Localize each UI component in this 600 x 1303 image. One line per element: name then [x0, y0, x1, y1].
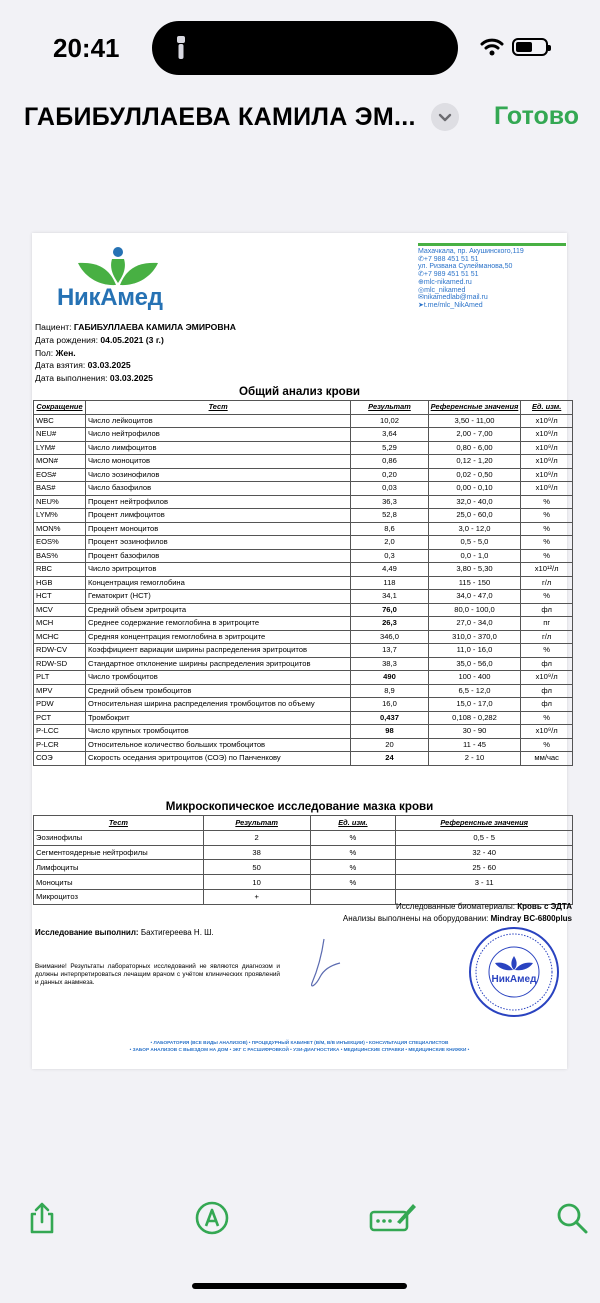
cbc-cell-test: Процент эозинофилов	[85, 536, 350, 550]
micro-cell-test: Моноциты	[34, 875, 204, 890]
cbc-cell-result: 0,437	[351, 711, 428, 725]
cbc-cell-test: Число эозинофилов	[85, 468, 350, 482]
cbc-cell-unit: x10⁹/л	[521, 428, 573, 442]
signature-icon[interactable]	[369, 1200, 417, 1236]
micro-header-cell: Ед. изм.	[310, 816, 396, 831]
cbc-cell-ref: 0,02 - 0,50	[428, 468, 521, 482]
contact-line: ◎mlc_nikamed	[418, 286, 466, 294]
cbc-cell-abbr: LYM#	[34, 441, 86, 455]
cbc-row	[34, 644, 573, 658]
cbc-row	[34, 671, 573, 685]
micro-cell-result: 50	[203, 860, 310, 875]
cbc-cell-ref: 0,108 - 0,282	[428, 711, 521, 725]
cbc-cell-ref: 11,0 - 16,0	[428, 644, 521, 658]
cbc-cell-test: Процент базофилов	[85, 549, 350, 563]
cbc-row	[34, 684, 573, 698]
cbc-cell-result: 20	[351, 738, 428, 752]
micro-cell-test: Сегментоядерные нейтрофилы	[34, 845, 204, 860]
cbc-cell-unit: г/л	[521, 630, 573, 644]
cbc-cell-test: Концентрация гемоглобина	[85, 576, 350, 590]
biomaterial-info	[343, 901, 572, 924]
cbc-cell-test: Процент лимфоцитов	[85, 509, 350, 523]
cbc-row	[34, 482, 573, 496]
cbc-cell-result: 26,3	[351, 617, 428, 631]
contact-line: ⊕mlc-nikamed.ru	[418, 278, 472, 286]
cbc-title: Общий анализ крови	[238, 385, 361, 398]
cbc-cell-test: Число крупных тромбоцитов	[85, 725, 350, 739]
cbc-cell-test: Средний объем эритроцита	[85, 603, 350, 617]
cbc-row	[34, 698, 573, 712]
performer-info	[35, 928, 214, 937]
patient-name: ГАБИБУЛЛАЕВА КАМИЛА ЭМИРОВНА	[73, 322, 236, 332]
cbc-cell-test: Число лимфоцитов	[85, 441, 350, 455]
cbc-cell-test: Средний объем тромбоцитов	[85, 684, 350, 698]
micro-row	[34, 845, 573, 860]
cbc-cell-abbr: NEU%	[34, 495, 86, 509]
cbc-cell-result: 5,29	[351, 441, 428, 455]
micro-row	[34, 875, 573, 890]
cbc-cell-unit: %	[521, 711, 573, 725]
clinic-name: НикАмед	[57, 284, 163, 311]
done-label: Дата выполнения:	[35, 373, 108, 384]
cbc-row	[34, 414, 573, 428]
signature	[302, 933, 352, 995]
cbc-row	[34, 563, 573, 577]
cbc-row	[34, 617, 573, 631]
cbc-cell-abbr: P-LCC	[34, 725, 86, 739]
document-title[interactable]: ГАБИБУЛЛАЕВА КАМИЛА ЭМ...	[24, 103, 416, 131]
performer-label: Исследование выполнил:	[35, 928, 139, 937]
cbc-cell-abbr: P-LCR	[34, 738, 86, 752]
cbc-cell-result: 0,86	[351, 455, 428, 469]
micro-row	[34, 860, 573, 875]
cbc-cell-unit: %	[521, 509, 573, 523]
cbc-cell-abbr: PCT	[34, 711, 86, 725]
cbc-cell-ref: 0,80 - 6,00	[428, 441, 521, 455]
cbc-cell-result: 13,7	[351, 644, 428, 658]
cbc-row	[34, 752, 573, 766]
share-icon[interactable]	[24, 1200, 60, 1236]
disclaimer-text: Внимание! Результаты лабораторных исследований не являются диагнозом и должны интерпретироваться лечащим врачом с учётом клинических проявлений и данных анамнеза.	[35, 963, 280, 986]
cbc-cell-ref: 27,0 - 34,0	[428, 617, 521, 631]
cbc-row	[34, 657, 573, 671]
micro-cell-unit: %	[310, 845, 396, 860]
cbc-row	[34, 522, 573, 536]
cbc-cell-unit: x10¹²/л	[521, 563, 573, 577]
cbc-cell-test: Число лейкоцитов	[85, 414, 350, 428]
cbc-cell-ref: 80,0 - 100,0	[428, 603, 521, 617]
sample-date: 03.03.2025	[87, 360, 131, 371]
cbc-cell-ref: 25,0 - 60,0	[428, 509, 521, 523]
cbc-header-cell: Сокращение	[34, 401, 86, 415]
biomat-value: Кровь с ЭДТА	[517, 902, 572, 911]
micro-header-cell: Тест	[34, 816, 204, 831]
cbc-cell-test: Число нейтрофилов	[85, 428, 350, 442]
cbc-cell-unit: %	[521, 738, 573, 752]
markup-icon[interactable]	[194, 1200, 230, 1236]
sex-label: Пол:	[35, 347, 54, 358]
cbc-cell-result: 0,03	[351, 482, 428, 496]
contact-line: ул. Ризвана Сулейманова,50	[418, 263, 513, 271]
cbc-row	[34, 509, 573, 523]
cbc-cell-unit: x10⁹/л	[521, 725, 573, 739]
cbc-cell-abbr: HGB	[34, 576, 86, 590]
cbc-cell-result: 36,3	[351, 495, 428, 509]
cbc-cell-unit: г/л	[521, 576, 573, 590]
cbc-row	[34, 725, 573, 739]
cbc-cell-unit: %	[521, 522, 573, 536]
cbc-cell-ref: 35,0 - 56,0	[428, 657, 521, 671]
cbc-cell-test: Стандартное отклонение ширины распределения эритроцитов	[85, 657, 350, 671]
cbc-cell-result: 0,3	[351, 549, 428, 563]
cbc-cell-result: 98	[351, 725, 428, 739]
bottom-toolbar	[0, 1195, 600, 1245]
micro-cell-ref: 25 - 60	[396, 860, 573, 875]
cbc-cell-test: Число моноцитов	[85, 455, 350, 469]
cbc-cell-ref: 3,80 - 5,30	[428, 563, 521, 577]
equipment-value: Mindray BC-6800plus	[490, 913, 572, 923]
micro-table	[33, 815, 573, 905]
cbc-cell-unit: фл	[521, 657, 573, 671]
cbc-cell-abbr: BAS%	[34, 549, 86, 563]
cbc-cell-result: 2,0	[351, 536, 428, 550]
cbc-cell-result: 10,02	[351, 414, 428, 428]
cbc-cell-test: Среднее содержание гемоглобина в эритроците	[85, 617, 350, 631]
cbc-cell-ref: 34,0 - 47,0	[428, 590, 521, 604]
micro-row	[34, 830, 573, 845]
cbc-cell-result: 346,0	[351, 630, 428, 644]
contact-line: ✆+7 989 451 51 51	[418, 271, 479, 279]
cbc-row	[34, 468, 573, 482]
micro-cell-result: 38	[203, 845, 310, 860]
cbc-cell-test: Число базофилов	[85, 482, 350, 496]
cbc-cell-test: Относительное количество больших тромбоцитов	[85, 738, 350, 752]
cbc-cell-test: Процент нейтрофилов	[85, 495, 350, 509]
patient-dob: 04.05.2021 (3 г.)	[100, 334, 164, 345]
status-bar	[0, 0, 600, 95]
cbc-cell-abbr: NEU#	[34, 428, 86, 442]
cbc-cell-unit: %	[521, 549, 573, 563]
performer-name: Бахтигереева Н. Ш.	[140, 928, 214, 937]
cbc-cell-result: 8,6	[351, 522, 428, 536]
cbc-cell-test: Число тромбоцитов	[85, 671, 350, 685]
cbc-cell-ref: 0,0 - 1,0	[428, 549, 521, 563]
footer-line-2: • ЗАБОР АНАЛИЗОВ С ВЫЕЗДОМ НА ДОМ • ЭКГ С РАСШИФРОВКОЙ • УЗИ-ДИАГНОСТИКА • МЕДИЦИНСКИЕ СПРАВКИ • МЕДИЦИНСКИЕ КНИЖКИ •	[129, 1047, 470, 1052]
cbc-cell-test: Процент моноцитов	[85, 522, 350, 536]
patient-name-label: Пациент:	[35, 322, 72, 332]
cbc-row	[34, 536, 573, 550]
search-icon[interactable]	[554, 1200, 590, 1236]
cbc-cell-unit: x10⁹/л	[521, 455, 573, 469]
document-page	[32, 233, 572, 1069]
cbc-cell-abbr: HCT	[34, 590, 86, 604]
contact-line: ➤t.me/mlc_NikAmed	[418, 301, 483, 309]
cbc-cell-test: Тромбокрит	[85, 711, 350, 725]
cbc-cell-abbr: PLT	[34, 671, 86, 685]
cbc-cell-abbr: MCHC	[34, 630, 86, 644]
micro-cell-unit: %	[310, 875, 396, 890]
patient-sex: Жен.	[55, 347, 76, 358]
micro-cell-ref: 0,5 - 5	[396, 830, 573, 845]
cbc-cell-ref: 11 - 45	[428, 738, 521, 752]
cbc-cell-ref: 3,0 - 12,0	[428, 522, 521, 536]
cbc-cell-abbr: MON%	[34, 522, 86, 536]
cbc-header-cell: Результат	[351, 401, 428, 415]
micro-cell-ref: 3 - 11	[396, 875, 573, 890]
cbc-header-cell: Ед. изм.	[521, 401, 573, 415]
micro-cell-ref: 32 - 40	[396, 845, 573, 860]
micro-header-cell: Результат	[203, 816, 310, 831]
cbc-cell-result: 3,64	[351, 428, 428, 442]
cbc-cell-ref: 0,00 - 0,10	[428, 482, 521, 496]
chevron-down-icon[interactable]	[431, 103, 459, 131]
cbc-cell-abbr: RDW-CV	[34, 644, 86, 658]
cbc-cell-abbr: LYM%	[34, 509, 86, 523]
cbc-row	[34, 428, 573, 442]
flashlight-icon	[176, 36, 186, 60]
cbc-cell-unit: пг	[521, 617, 573, 631]
cbc-row	[34, 455, 573, 469]
cbc-cell-test: Гематокрит (HCT)	[85, 590, 350, 604]
cbc-cell-unit: фл	[521, 698, 573, 712]
micro-cell-result: 10	[203, 875, 310, 890]
cbc-cell-ref: 0,5 - 5,0	[428, 536, 521, 550]
cbc-cell-unit: %	[521, 644, 573, 658]
dynamic-island	[152, 21, 458, 75]
cbc-header-cell: Тест	[85, 401, 350, 415]
micro-cell-unit: %	[310, 830, 396, 845]
wifi-icon	[480, 38, 504, 56]
micro-cell-unit: %	[310, 860, 396, 875]
cbc-cell-abbr: EOS#	[34, 468, 86, 482]
cbc-cell-abbr: RDW-SD	[34, 657, 86, 671]
cbc-cell-ref: 2,00 - 7,00	[428, 428, 521, 442]
taken-label: Дата взятия:	[35, 360, 86, 371]
cbc-cell-result: 52,8	[351, 509, 428, 523]
cbc-cell-unit: x10⁹/л	[521, 468, 573, 482]
cbc-cell-test: Число эритроцитов	[85, 563, 350, 577]
cbc-cell-ref: 2 - 10	[428, 752, 521, 766]
cbc-cell-abbr: СОЭ	[34, 752, 86, 766]
cbc-cell-unit: %	[521, 536, 573, 550]
cbc-cell-unit: %	[521, 590, 573, 604]
cbc-cell-unit: x10⁹/л	[521, 441, 573, 455]
cbc-cell-result: 0,20	[351, 468, 428, 482]
cbc-cell-unit: x10⁹/л	[521, 671, 573, 685]
cbc-cell-abbr: MCV	[34, 603, 86, 617]
contact-line: Махачкала, пр. Акушинского,119	[418, 248, 524, 255]
cbc-cell-ref: 0,12 - 1,20	[428, 455, 521, 469]
cbc-cell-result: 38,3	[351, 657, 428, 671]
cbc-cell-test: Коэффициент вариации ширины распределения эритроцитов	[85, 644, 350, 658]
cbc-cell-unit: фл	[521, 603, 573, 617]
cbc-cell-unit: мм/час	[521, 752, 573, 766]
micro-cell-test: Лимфоциты	[34, 860, 204, 875]
cbc-row	[34, 590, 573, 604]
dob-label: Дата рождения:	[35, 334, 99, 345]
cbc-cell-unit: x10⁹/л	[521, 414, 573, 428]
cbc-cell-abbr: BAS#	[34, 482, 86, 496]
completion-date: 03.03.2025	[109, 373, 153, 384]
cbc-cell-abbr: PDW	[34, 698, 86, 712]
micro-cell-test: Эозинофилы	[34, 830, 204, 845]
cbc-cell-ref: 100 - 400	[428, 671, 521, 685]
cbc-cell-ref: 115 - 150	[428, 576, 521, 590]
cbc-cell-result: 118	[351, 576, 428, 590]
cbc-cell-abbr: RBC	[34, 563, 86, 577]
cbc-cell-result: 490	[351, 671, 428, 685]
cbc-table	[33, 400, 573, 766]
micro-cell-result: 2	[203, 830, 310, 845]
cbc-cell-result: 24	[351, 752, 428, 766]
cbc-row	[34, 738, 573, 752]
contact-line: ✉nikamedlab@mail.ru	[418, 294, 488, 302]
cbc-cell-ref: 310,0 - 370,0	[428, 630, 521, 644]
cbc-cell-ref: 6,5 - 12,0	[428, 684, 521, 698]
cbc-row	[34, 495, 573, 509]
cbc-cell-ref: 3,50 - 11,00	[428, 414, 521, 428]
cbc-row	[34, 441, 573, 455]
cbc-cell-result: 8,9	[351, 684, 428, 698]
cbc-cell-ref: 32,0 - 40,0	[428, 495, 521, 509]
micro-title: Микроскопическое исследование мазка крови	[165, 800, 434, 813]
cbc-header-cell: Референсные значения	[428, 401, 521, 415]
cbc-cell-test: Относительная ширина распределения тромбоцитов по объему	[85, 698, 350, 712]
cbc-row	[34, 630, 573, 644]
done-button[interactable]: Готово	[494, 102, 580, 130]
cbc-cell-result: 34,1	[351, 590, 428, 604]
cbc-cell-test: Скорость оседания эритроцитов (СОЭ) по Панченкову	[85, 752, 350, 766]
footer-services	[32, 1039, 567, 1053]
cbc-cell-result: 4,49	[351, 563, 428, 577]
micro-header-cell: Референсные значения	[396, 816, 573, 831]
cbc-cell-result: 76,0	[351, 603, 428, 617]
cbc-cell-ref: 30 - 90	[428, 725, 521, 739]
cbc-cell-abbr: MON#	[34, 455, 86, 469]
cbc-cell-abbr: MCH	[34, 617, 86, 631]
patient-info	[35, 321, 236, 385]
cbc-cell-abbr: WBC	[34, 414, 86, 428]
contact-line: ✆+7 988 451 51 51	[418, 255, 479, 263]
micro-cell-result: +	[203, 889, 310, 904]
clinic-contacts	[418, 243, 568, 310]
clinic-stamp	[468, 926, 560, 1018]
cbc-row	[34, 549, 573, 563]
cbc-cell-abbr: EOS%	[34, 536, 86, 550]
cbc-row	[34, 576, 573, 590]
cbc-cell-result: 16,0	[351, 698, 428, 712]
footer-line-1: • ЛАБОРАТОРИЯ (ВСЕ ВИДЫ АНАЛИЗОВ) • ПРОЦЕДУРНЫЙ КАБИНЕТ (В/М, В/В ИНЪЕКЦИИ) • КОНСУЛЬТАЦИЯ СПЕЦИАЛИСТОВ	[150, 1040, 449, 1045]
cbc-cell-test: Средняя концентрация гемоглобина в эритроците	[85, 630, 350, 644]
micro-cell-test: Микроцитоз	[34, 889, 204, 904]
status-time: 20:41	[53, 33, 120, 63]
cbc-row	[34, 603, 573, 617]
cbc-row	[34, 711, 573, 725]
cbc-cell-unit: x10⁹/л	[521, 482, 573, 496]
cbc-cell-abbr: MPV	[34, 684, 86, 698]
home-indicator	[192, 1283, 407, 1289]
battery-icon	[512, 38, 548, 56]
cbc-cell-unit: %	[521, 495, 573, 509]
biomat-label: Исследованные биоматериалы:	[396, 902, 516, 911]
stamp-name: НикАмед	[491, 974, 537, 985]
cbc-cell-unit: фл	[521, 684, 573, 698]
equipment-label: Анализы выполнены на оборудовании:	[342, 913, 489, 923]
cbc-cell-ref: 15,0 - 17,0	[428, 698, 521, 712]
